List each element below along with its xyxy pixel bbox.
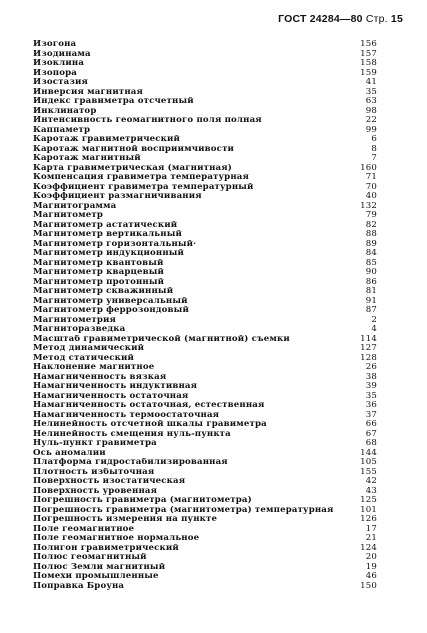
standard-number: ГОСТ 24284—80 bbox=[278, 13, 363, 25]
entry-term: Поправка Броуна bbox=[33, 581, 125, 591]
index-entry bbox=[33, 69, 377, 79]
entry-number: 43 bbox=[365, 486, 377, 496]
entry-term: Поверхность уровенная bbox=[33, 486, 158, 496]
term-index-list bbox=[33, 40, 377, 591]
index-entry bbox=[33, 373, 377, 383]
entry-term: Изодинама bbox=[33, 49, 91, 59]
entry-term: Помехи промышленные bbox=[33, 572, 159, 581]
entry-term: Изостазия bbox=[33, 78, 89, 87]
entry-number: 144 bbox=[360, 448, 377, 458]
index-entry bbox=[33, 135, 377, 145]
entry-number: 157 bbox=[360, 49, 377, 59]
index-entry bbox=[33, 534, 377, 544]
entry-term: Изоклина bbox=[33, 59, 85, 68]
index-entry bbox=[33, 278, 377, 288]
entry-term: Плотность избыточная bbox=[33, 467, 155, 477]
index-entry bbox=[33, 287, 377, 297]
index-entry bbox=[33, 477, 377, 487]
entry-term: Коэффициент размагничивания bbox=[33, 192, 202, 201]
entry-term: Каротаж магнитной восприимчивости bbox=[33, 144, 235, 154]
entry-term: Полигон гравиметрический bbox=[33, 543, 179, 553]
index-entry bbox=[33, 306, 377, 316]
entry-number: 132 bbox=[360, 201, 377, 211]
entry-number: 82 bbox=[365, 220, 377, 230]
index-entry bbox=[33, 439, 377, 449]
entry-number: 36 bbox=[365, 401, 377, 410]
index-entry bbox=[33, 78, 377, 88]
entry-term: Магнитометр феррозондовый bbox=[33, 306, 189, 315]
index-entry bbox=[33, 563, 377, 573]
index-entry bbox=[33, 325, 377, 335]
entry-term: Каротаж гравиметрический bbox=[33, 135, 181, 144]
index-entry bbox=[33, 544, 377, 554]
index-entry bbox=[33, 525, 377, 535]
entry-term: Намагниченность остаточная bbox=[33, 391, 189, 401]
index-entry bbox=[33, 268, 377, 278]
entry-number: 158 bbox=[360, 59, 377, 68]
entry-number: 160 bbox=[360, 163, 377, 173]
entry-number: 150 bbox=[360, 581, 377, 591]
entry-term: Магнитометр кварцевый bbox=[33, 268, 165, 277]
entry-number: 101 bbox=[360, 505, 377, 515]
index-entry bbox=[33, 97, 377, 107]
index-entry bbox=[33, 211, 377, 221]
entry-number: 81 bbox=[365, 287, 377, 296]
entry-term: Каппаметр bbox=[33, 125, 91, 135]
entry-term: Полюс геомагнитный bbox=[33, 553, 147, 562]
entry-number: 8 bbox=[371, 144, 377, 154]
entry-term: Масштаб гравиметрической (магнитной) съемки bbox=[33, 334, 290, 344]
entry-term: Намагниченность остаточная, естественная bbox=[33, 401, 265, 410]
index-entry bbox=[33, 297, 377, 307]
entry-number: 41 bbox=[365, 78, 377, 87]
index-entry bbox=[33, 363, 377, 373]
index-entry bbox=[33, 316, 377, 326]
page-label: Стр. bbox=[365, 13, 388, 25]
entry-term: Индекс гравиметра отсчетный bbox=[33, 97, 194, 106]
index-entry bbox=[33, 164, 377, 174]
index-entry bbox=[33, 449, 377, 459]
entry-term: Погрешность измерения на пункте bbox=[33, 515, 218, 524]
index-entry bbox=[33, 496, 377, 506]
index-entry bbox=[33, 458, 377, 468]
entry-number: 66 bbox=[365, 420, 377, 429]
entry-number: 26 bbox=[365, 363, 377, 372]
index-entry bbox=[33, 553, 377, 563]
entry-number: 46 bbox=[365, 572, 377, 581]
entry-term: Намагниченность индуктивная bbox=[33, 382, 198, 391]
entry-term: Изопора bbox=[33, 68, 77, 78]
index-entry bbox=[33, 59, 377, 69]
entry-term: Нелинейность отсчетной шкалы гравиметра bbox=[33, 420, 267, 429]
index-entry bbox=[33, 183, 377, 193]
index-entry bbox=[33, 249, 377, 259]
entry-number: 40 bbox=[365, 192, 377, 201]
entry-number: 114 bbox=[360, 334, 377, 344]
entry-number: 128 bbox=[360, 353, 377, 363]
index-entry bbox=[33, 154, 377, 164]
index-entry bbox=[33, 344, 377, 354]
index-entry bbox=[33, 582, 377, 592]
entry-number: 68 bbox=[365, 439, 377, 448]
entry-term: Погрешность гравиметра (магнитометра) температурная bbox=[33, 505, 334, 515]
entry-number: 89 bbox=[365, 239, 377, 249]
entry-term: Магнитометр астатический bbox=[33, 220, 178, 230]
entry-number: 67 bbox=[365, 429, 377, 439]
index-entry bbox=[33, 221, 377, 231]
entry-term: Изогона bbox=[33, 40, 77, 49]
entry-number: 99 bbox=[365, 125, 377, 135]
entry-number: 79 bbox=[365, 211, 377, 220]
entry-term: Магниторазведка bbox=[33, 325, 126, 334]
entry-number: 19 bbox=[365, 562, 377, 572]
entry-number: 85 bbox=[365, 258, 377, 268]
index-entry bbox=[33, 401, 377, 411]
entry-number: 17 bbox=[365, 524, 377, 534]
entry-term: Магнитометр bbox=[33, 211, 103, 220]
entry-term: Магнитограмма bbox=[33, 201, 117, 211]
index-entry bbox=[33, 192, 377, 202]
index-entry bbox=[33, 506, 377, 516]
entry-number: 84 bbox=[365, 249, 377, 258]
entry-term: Поверхность изостатическая bbox=[33, 477, 186, 486]
entry-number: 155 bbox=[360, 467, 377, 477]
entry-number: 159 bbox=[360, 68, 377, 78]
entry-term: Погрешность гравиметра (магнитометра) bbox=[33, 496, 252, 505]
entry-number: 86 bbox=[365, 277, 377, 287]
index-entry bbox=[33, 40, 377, 50]
index-entry bbox=[33, 88, 377, 98]
page-header bbox=[278, 13, 403, 25]
entry-number: 124 bbox=[360, 543, 377, 553]
index-entry bbox=[33, 430, 377, 440]
entry-term: Поле геомагнитное нормальное bbox=[33, 534, 200, 543]
entry-number: 63 bbox=[365, 97, 377, 106]
index-entry bbox=[33, 515, 377, 525]
entry-number: 38 bbox=[365, 372, 377, 382]
entry-number: 71 bbox=[365, 173, 377, 182]
entry-term: Магнитометр универсальный bbox=[33, 296, 188, 306]
index-entry bbox=[33, 354, 377, 364]
entry-term: Интенсивность геомагнитного поля полная bbox=[33, 116, 262, 125]
index-entry bbox=[33, 420, 377, 430]
entry-term: Магнитометр вертикальный bbox=[33, 230, 183, 239]
index-entry bbox=[33, 240, 377, 250]
entry-number: 156 bbox=[360, 40, 377, 49]
entry-number: 6 bbox=[371, 135, 377, 144]
index-entry bbox=[33, 468, 377, 478]
entry-term: Нуль-пункт гравиметра bbox=[33, 439, 157, 448]
entry-number: 87 bbox=[365, 306, 377, 315]
entry-number: 70 bbox=[365, 182, 377, 192]
index-entry bbox=[33, 487, 377, 497]
index-entry bbox=[33, 107, 377, 117]
entry-number: 127 bbox=[360, 344, 377, 353]
entry-term: Магнитометрия bbox=[33, 315, 117, 325]
entry-term: Ось аномалии bbox=[33, 448, 106, 458]
entry-term: Нелинейность смещения нуль-пункта bbox=[33, 429, 231, 439]
index-entry bbox=[33, 145, 377, 155]
entry-term: Магнитометр скважинный bbox=[33, 287, 174, 296]
index-entry bbox=[33, 572, 377, 582]
entry-term: Коэффициент гравиметра температурный bbox=[33, 182, 254, 192]
entry-term: Инверсия магнитная bbox=[33, 87, 144, 97]
entry-term: Полюс Земли магнитный bbox=[33, 562, 166, 572]
entry-term: Каротаж магнитный bbox=[33, 154, 141, 163]
index-entry bbox=[33, 173, 377, 183]
entry-number: 42 bbox=[365, 477, 377, 486]
index-entry bbox=[33, 50, 377, 60]
index-entry bbox=[33, 126, 377, 136]
entry-term: Наклонение магнитное bbox=[33, 363, 155, 372]
entry-term: Намагниченность вязкая bbox=[33, 372, 167, 382]
entry-term: Поле геомагнитное bbox=[33, 524, 135, 534]
entry-number: 126 bbox=[360, 515, 377, 524]
entry-number: 2 bbox=[371, 315, 377, 325]
index-entry bbox=[33, 230, 377, 240]
entry-number: 39 bbox=[365, 382, 377, 391]
entry-number: 22 bbox=[365, 116, 377, 125]
entry-term: Метод статический bbox=[33, 353, 135, 363]
entry-number: 125 bbox=[360, 496, 377, 505]
entry-term: Компенсация гравиметра температурная bbox=[33, 173, 249, 182]
page-number: 15 bbox=[390, 13, 403, 25]
entry-number: 20 bbox=[365, 553, 377, 562]
entry-number: 91 bbox=[365, 296, 377, 306]
entry-term: Магнитометр квантовый bbox=[33, 258, 164, 268]
entry-term: Платформа гидростабилизированная bbox=[33, 458, 228, 467]
entry-number: 35 bbox=[365, 391, 377, 401]
entry-term: Инклинатор bbox=[33, 106, 97, 116]
index-entry bbox=[33, 335, 377, 345]
entry-number: 7 bbox=[371, 154, 377, 163]
entry-number: 37 bbox=[365, 410, 377, 420]
index-entry bbox=[33, 411, 377, 421]
index-entry bbox=[33, 382, 377, 392]
index-entry bbox=[33, 259, 377, 269]
entry-term: Карта гравиметрическая (магнитная) bbox=[33, 163, 232, 173]
index-entry bbox=[33, 116, 377, 126]
index-entry bbox=[33, 392, 377, 402]
entry-term: Магнитометр горизонтальный· bbox=[33, 239, 197, 249]
entry-number: 105 bbox=[360, 458, 377, 467]
entry-number: 21 bbox=[365, 534, 377, 543]
entry-number: 4 bbox=[371, 325, 377, 334]
entry-number: 98 bbox=[365, 106, 377, 116]
entry-term: Магнитометр протонный bbox=[33, 277, 165, 287]
entry-number: 35 bbox=[365, 87, 377, 97]
entry-number: 88 bbox=[365, 230, 377, 239]
entry-term: Намагниченность термоостаточная bbox=[33, 410, 220, 420]
entry-number: 90 bbox=[365, 268, 377, 277]
entry-term: Магнитометр индукционный bbox=[33, 249, 185, 258]
index-entry bbox=[33, 202, 377, 212]
entry-term: Метод динамический bbox=[33, 344, 145, 353]
